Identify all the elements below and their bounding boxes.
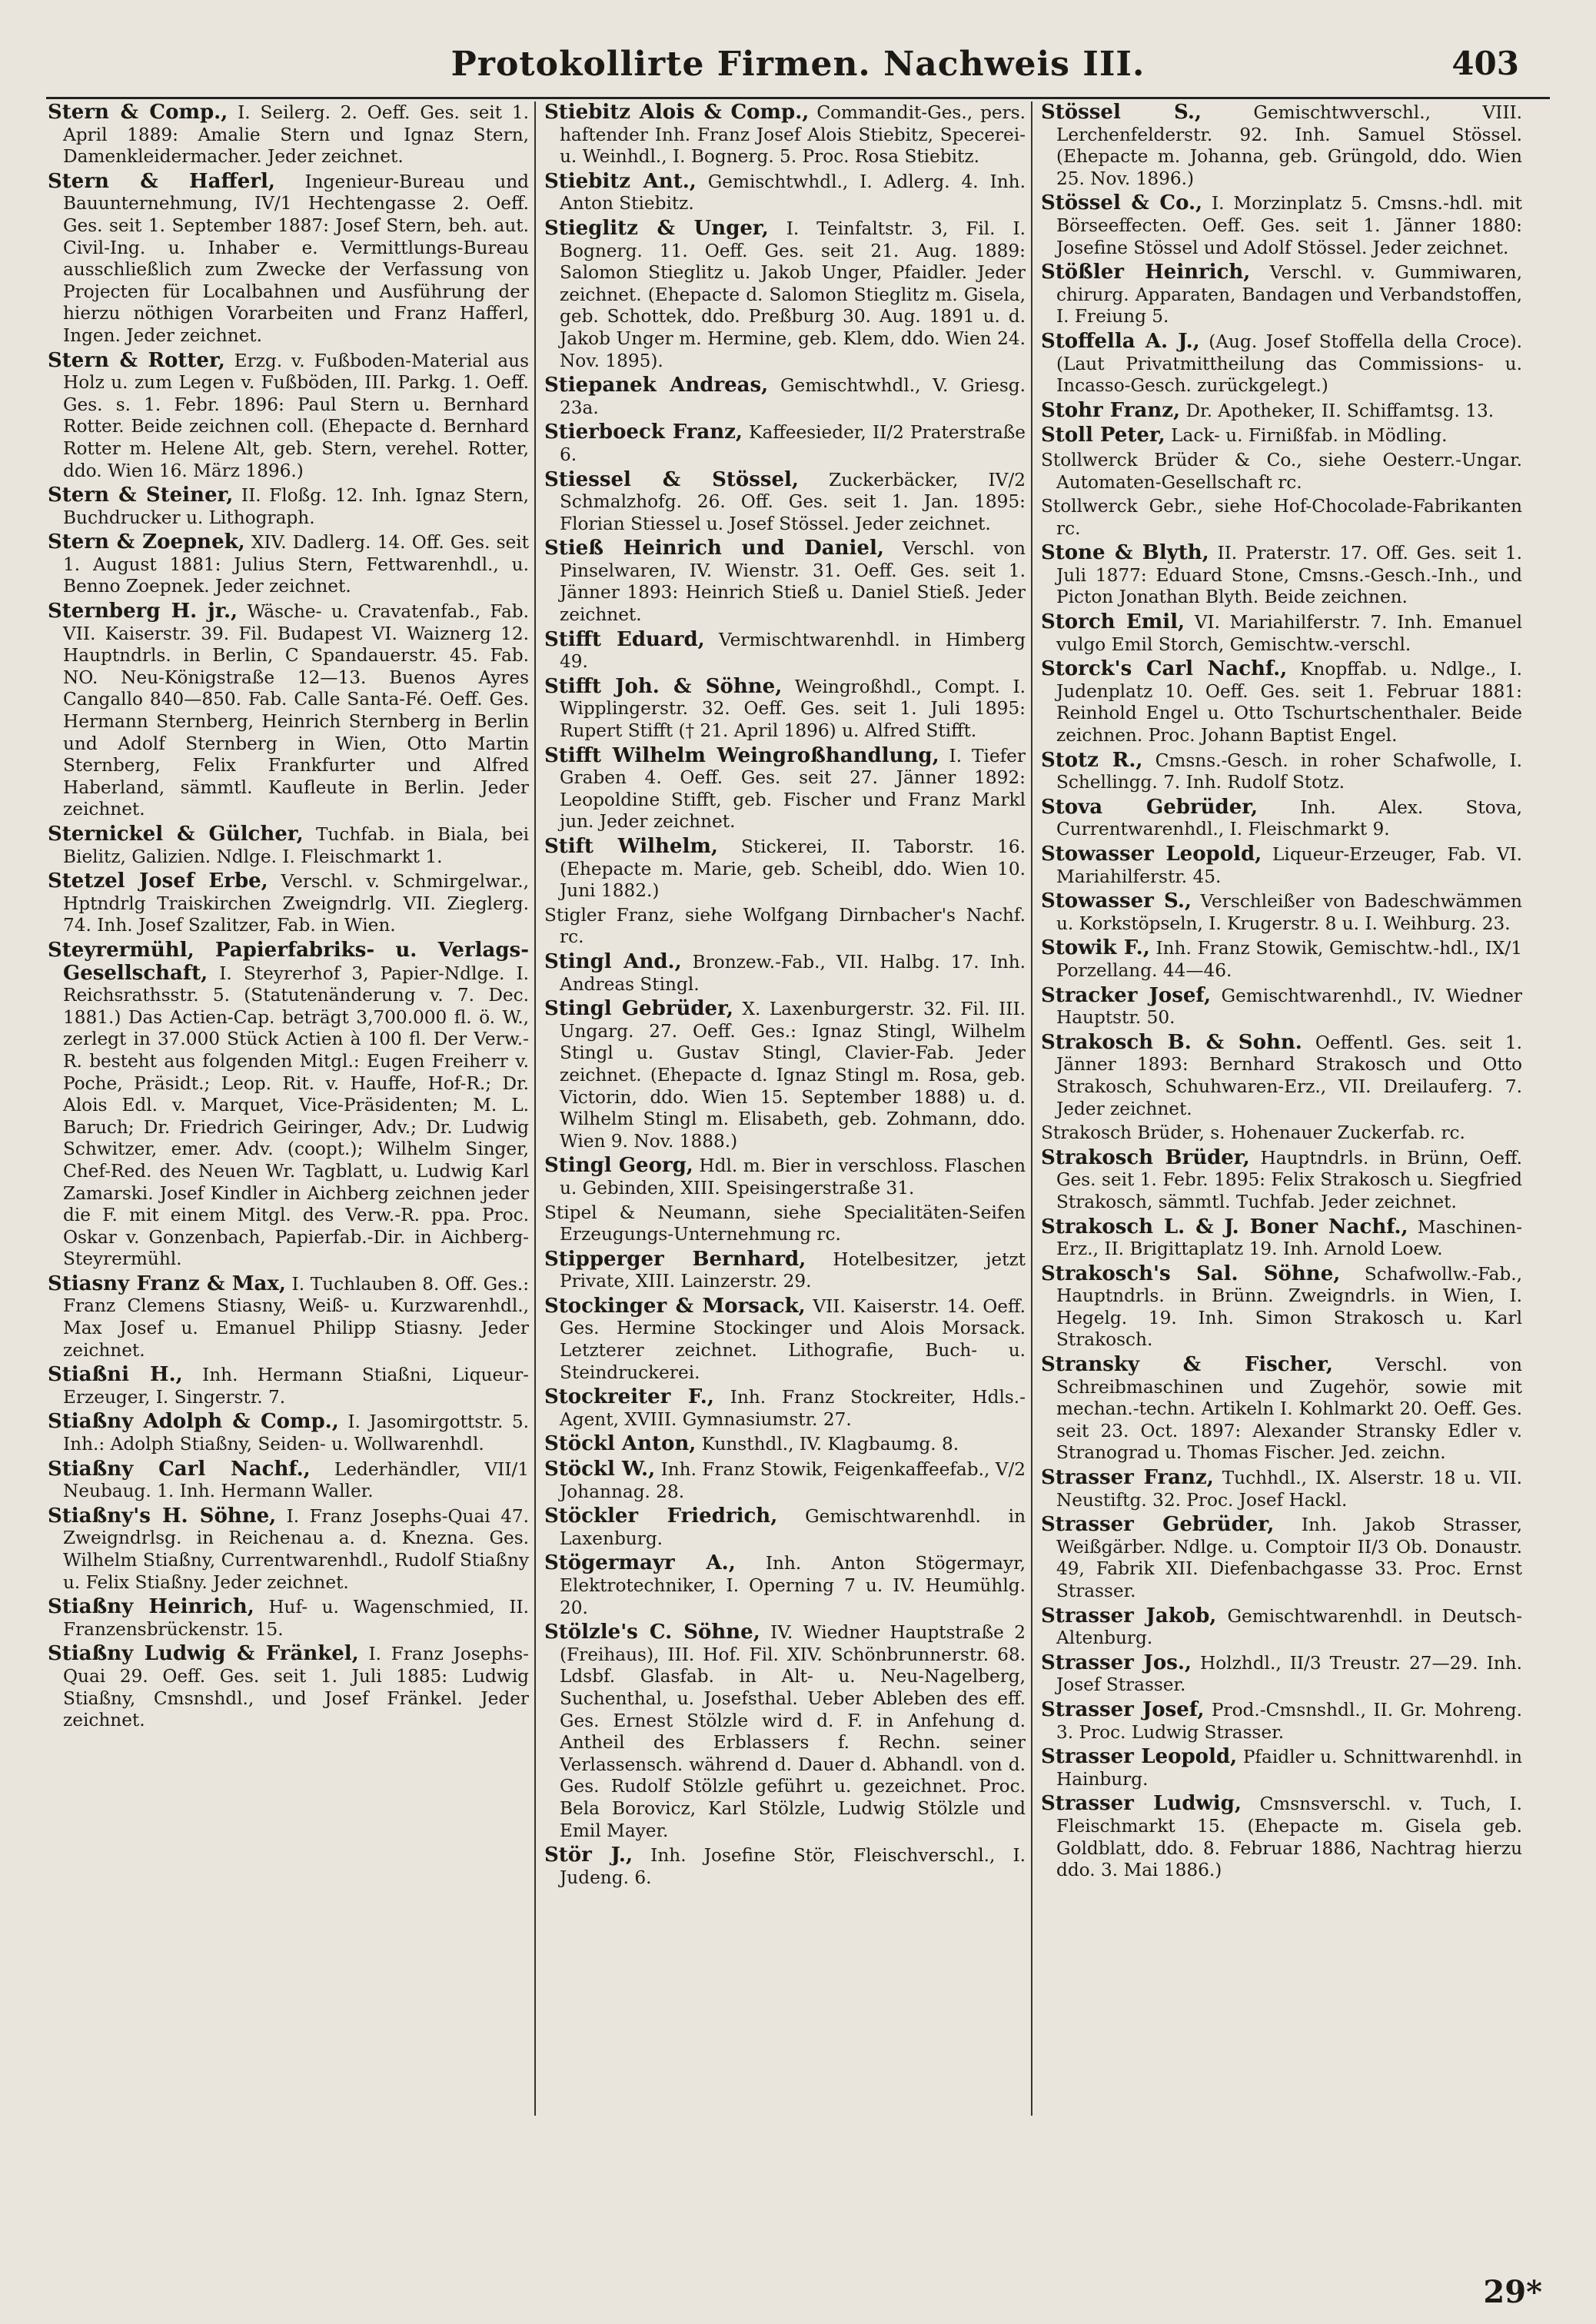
- firm-details: Verschleißer von Badeschwämmen u. Korkstöpseln, I. Krugerstr. 8 u. I. Weihburg. 23.: [1056, 891, 1522, 934]
- directory-entry: [48, 101, 529, 168]
- firm-name: Stern & Zoepnek,: [48, 530, 245, 554]
- directory-entry: [544, 1202, 1026, 1246]
- firm-name: Stiaßni H.,: [48, 1363, 183, 1387]
- firm-details: Wäsche- u. Cravatenfab., Fab. VII. Kaiserstr. 39. Fil. Budapest VI. Waiznerg 12. Hauptndrls. in Berlin, C Spandauerstr. 45. Fab. NO. Neu-Königstraße 12—13. Buenos Ayres Cangallo 840—850. Fab. Calle Santa-Fé. Oeff. Ges. Hermann Sternberg, Heinrich Sternberg in Berlin und Adolf Sternberg in Wien, Otto Martin Sternberg, Felix Frankfurter und Alfred Haberland, sämmtl. Kaufleute in Berlin. Jeder zeichnet.: [63, 601, 529, 820]
- directory-entry: [544, 629, 1026, 673]
- firm-name: Stiaßny Carl Nachf.,: [48, 1457, 311, 1481]
- firm-details: Stollwerck Gebr., siehe Hof-Chocolade-Fabrikanten rc.: [1041, 496, 1522, 539]
- column-1: [48, 101, 529, 2239]
- firm-name: Stöckler Friedrich,: [544, 1504, 778, 1528]
- firm-name: Stiaßny's H. Söhne,: [48, 1504, 277, 1528]
- firm-name: Stögermayr A.,: [544, 1551, 736, 1575]
- firm-details: Stigler Franz, siehe Wolfgang Dirnbacher's Nachf. rc.: [544, 904, 1026, 948]
- header-rule: [46, 97, 1550, 99]
- firm-details: Verschl. v. Schmirgelwar., Hptndrlg Traiskirchen Zweigndrlg. VII. Zieglerg. 74. Inh. Josef Szalitzer, Fab. in Wien.: [63, 871, 529, 936]
- firm-details: Weingroßhdl., Compt. I. Wipplingerstr. 32. Oeff. Ges. seit 1. Juli 1895: Rupert Stifft († 21. April 1896) u. Alfred Stifft.: [560, 676, 1026, 742]
- firm-name: Strasser Leopold,: [1041, 1745, 1238, 1769]
- directory-entry: [544, 421, 1026, 466]
- firm-details: Schafwollw.-Fab., Hauptndrls. in Brünn. Zweigndrls. in Wien, I. Hegelg. 19. Inh. Simon Strakosch u. Karl Strakosch.: [1056, 1263, 1522, 1351]
- directory-entry: [48, 1458, 529, 1503]
- firm-details: I. Seilerg. 2. Oeff. Ges. seit 1. April 1889: Amalie Stern und Ignaz Stern, Damenkleidermacher. Jeder zeichnet.: [63, 102, 529, 168]
- firm-name: Stern & Hafferl,: [48, 169, 275, 193]
- directory-entry: [48, 1411, 529, 1455]
- firm-name: Strakosch L. & J. Boner Nachf.,: [1041, 1215, 1408, 1238]
- directory-entry: [1041, 1122, 1522, 1145]
- firm-name: Strakosch Brüder,: [1041, 1145, 1250, 1169]
- directory-entry: [1041, 1263, 1522, 1352]
- firm-name: Storck's Carl Nachf.,: [1041, 657, 1288, 681]
- directory-entry: [1041, 450, 1522, 494]
- directory-entry: [544, 745, 1026, 833]
- firm-details: Holzhdl., II/3 Treustr. 27—29. Inh. Josef Strasser.: [1056, 1652, 1522, 1696]
- firm-details: I. Franz Josephs-Quai 29. Oeff. Ges. seit 1. Juli 1885: Ludwig Stiaßny, Cmsnshdl., und Josef Fränkel. Jeder zeichnet.: [63, 1644, 529, 1731]
- directory-entry: [544, 1621, 1026, 1842]
- directory-entry: [1041, 1793, 1522, 1881]
- firm-details: Inh. Franz Stowik, Gemischtw.-hdl., IX/1 Porzellang. 44—46.: [1056, 938, 1522, 981]
- firm-details: Pfaidler u. Schnittwarenhdl. in Hainburg.: [1056, 1747, 1522, 1790]
- directory-entry: [1041, 496, 1522, 540]
- directory-entry: [544, 1155, 1026, 1199]
- firm-name: Stößler Heinrich,: [1041, 261, 1251, 284]
- firm-name: Stiessel & Stössel,: [544, 467, 799, 491]
- directory-entry: [544, 1295, 1026, 1384]
- directory-entry: [1041, 261, 1522, 328]
- firm-details: Vermischtwarenhdl. in Himberg 49.: [560, 629, 1026, 673]
- firm-details: I. Steyrerhof 3, Papier-Ndlge. I. Reichsrathsstr. 5. (Statutenänderung v. 7. Dec. 1881.) Das Actien-Cap. beträgt 3,700.000 fl. ö. W., zerlegt in 37.000 Stück Actien à 100 fl. Der Verw.-R. besteht aus folgenden Mitgl.: Eugen Freiherr v. Poche, Präsidt.; Leop. Rit. v. Hauffe, Hof-R.; Dr. Alois Edl. v. Marquet, Vice-Präsidenten; M. L. Baruch; Dr. Friedrich Geiringer, Adv.; Dr. Ludwig Schwitzer, emer. Adv. (coopt.); Wilhelm Singer, Chef-Red. des Neuen Wr. Tagblatt, u. Ludwig Karl Zamarski. Josef Kindler in Aichberg zeichnen jeder die F. mit einem Mitgl. des Verw.-R. ppa. Proc. Oskar v. Gonzenbach, Papierfab.-Dir. in Aichberg-Steyrermühl.: [63, 963, 529, 1270]
- directory-entry: [48, 1273, 529, 1361]
- firm-name: Stiaßny Adolph & Comp.,: [48, 1410, 339, 1434]
- directory-entry: [1041, 985, 1522, 1029]
- directory-entry: [48, 350, 529, 483]
- firm-name: Stern & Comp.,: [48, 101, 228, 124]
- firm-details: I. Morzinplatz 5. Cmsns.-hdl. mit Börseeffecten. Oeff. Ges. seit 1. Jänner 1880: Josefine Stössel und Adolf Stössel. Jeder zeichnet.: [1056, 193, 1522, 258]
- firm-details: Kaffeesieder, II/2 Praterstraße 6.: [560, 422, 1026, 465]
- firm-details: Verschl. v. Gummiwaren, chirurg. Apparaten, Bandagen und Verbandstoffen, I. Freiung 5.: [1056, 262, 1522, 327]
- firm-details: Stickerei, II. Taborstr. 16. (Ehepacte m. Marie, geb. Scheibl, ddo. Wien 10. Juni 1882.): [560, 836, 1026, 902]
- firm-details: Zuckerbäcker, IV/2 Schmalzhofg. 26. Off. Ges. seit 1. Jan. 1895: Florian Stiessel u. Josef Stössel. Jeder zeichnet.: [560, 469, 1026, 534]
- directory-entry: [544, 905, 1026, 949]
- directory-entry: [544, 218, 1026, 372]
- firm-name: Stöckl W.,: [544, 1458, 656, 1481]
- firm-name: Stoffella A. J.,: [1041, 329, 1200, 353]
- firm-details: Inh. Anton Stögermayr, Elektrotechniker, I. Operning 7 u. IV. Heumühlg. 20.: [560, 1553, 1026, 1618]
- firm-name: Stiebitz Ant.,: [544, 169, 697, 193]
- directory-entry: [544, 836, 1026, 903]
- firm-details: VI. Mariahilferstr. 7. Inh. Emanuel vulgo Emil Storch, Gemischtw.-verschl.: [1056, 612, 1522, 655]
- firm-name: Stierboeck Franz,: [544, 421, 743, 444]
- directory-entry: [1041, 400, 1522, 423]
- directory-entry: [1041, 658, 1522, 746]
- firm-details: Oeffentl. Ges. seit 1. Jänner 1893: Bernhard Strakosch und Otto Strakosch, Schuhwaren-Erz., VII. Dreilauferg. 7. Jeder zeichnet.: [1056, 1032, 1522, 1119]
- directory-entry: [544, 676, 1026, 743]
- firm-name: Stowasser Leopold,: [1041, 843, 1262, 866]
- firm-details: Cmsns.-Gesch. in roher Schafwolle, I. Schellingg. 7. Inh. Rudolf Stotz.: [1056, 750, 1522, 793]
- firm-details: Verschl. von Schreibmaschinen und Zugehör, sowie mit mechan.-techn. Artikeln I. Kohlmarkt 20. Oeff. Ges. seit 23. Oct. 1897: Alexander Stransky Edler v. Stranograd u. Thomas Fischer. Jed. zeichn.: [1056, 1355, 1522, 1464]
- firm-name: Stift Wilhelm,: [544, 835, 718, 858]
- directory-entry: [48, 1364, 529, 1408]
- page-header: [46, 35, 1550, 97]
- firm-details: Hotelbesitzer, jetzt Private, XIII. Lainzerstr. 29.: [560, 1248, 1026, 1292]
- firm-details: Hdl. m. Bier in verschloss. Flaschen u. Gebinden, XIII. Speisingerstraße 31.: [560, 1155, 1026, 1199]
- directory-entry: [1041, 331, 1522, 397]
- directory-entry: [1041, 843, 1522, 888]
- firm-details: Inh. Franz Stowik, Feigenkaffeefab., V/2 Johannag. 28.: [560, 1459, 1026, 1502]
- directory-entry: [544, 101, 1026, 168]
- firm-name: Stotz R.,: [1041, 748, 1143, 772]
- directory-entry: [1041, 1147, 1522, 1214]
- directory-entry: [544, 1844, 1026, 1889]
- directory-entry: [1041, 424, 1522, 447]
- directory-entry: [544, 1433, 1026, 1456]
- firm-name: Stockinger & Morsack,: [544, 1294, 806, 1318]
- firm-name: Stölzle's C. Söhne,: [544, 1621, 760, 1644]
- directory-entry: [1041, 1652, 1522, 1697]
- firm-details: Lederhändler, VII/1 Neubaug. 1. Inh. Hermann Waller.: [63, 1458, 529, 1502]
- firm-name: Stern & Rotter,: [48, 348, 225, 372]
- column-3: [1041, 101, 1522, 2239]
- firm-details: VII. Kaiserstr. 14. Oeff. Ges. Hermine Stockinger und Alois Morsack. Letzterer zeichnet. Lithografie, Buch- u. Steindruckerei.: [560, 1295, 1026, 1383]
- firm-name: Stiaßny Ludwig & Fränkel,: [48, 1642, 359, 1666]
- firm-name: Stohr Franz,: [1041, 398, 1181, 422]
- firm-name: Stiaßny Heinrich,: [48, 1595, 254, 1619]
- firm-details: Commandit-Ges., pers. haftender Inh. Franz Josef Alois Stiebitz, Specerei- u. Weinhdl., I. Bognerg. 5. Proc. Rosa Stiebitz.: [560, 102, 1026, 168]
- directory-entry: [1041, 101, 1522, 190]
- firm-name: Stova Gebrüder,: [1041, 795, 1259, 819]
- directory-entry: [1041, 1467, 1522, 1511]
- page-number: 403: [1451, 45, 1519, 82]
- directory-entry: [1041, 1699, 1522, 1744]
- firm-details: I. Tiefer Graben 4. Oeff. Ges. seit 27. Jänner 1892: Leopoldine Stifft, geb. Fischer und Franz Markl jun. Jeder zeichnet.: [560, 745, 1026, 833]
- directory-entry: [544, 1505, 1026, 1550]
- directory-entry: [1041, 542, 1522, 609]
- firm-details: Tuchfab. in Biala, bei Bielitz, Galizien. Ndlge. I. Fleischmarkt 1.: [63, 824, 529, 867]
- firm-details: Knopffab. u. Ndlge., I. Judenplatz 10. Oeff. Ges. seit 1. Februar 1881: Reinhold Engel u. Otto Tschurtschenthaler. Beide zeichnen. Proc. Johann Baptist Engel.: [1056, 659, 1522, 746]
- directory-entry: [544, 1386, 1026, 1431]
- firm-name: Sternickel & Gülcher,: [48, 823, 304, 846]
- firm-name: Stockreiter F.,: [544, 1385, 714, 1409]
- directory-entry: [1041, 1514, 1522, 1602]
- firm-name: Steyrermühl, Papierfabriks- u. Verlags-Gesellschaft,: [48, 938, 529, 985]
- firm-name: Stifft Eduard,: [544, 627, 705, 651]
- firm-name: Strakosch B. & Sohn.: [1041, 1030, 1302, 1054]
- firm-details: Inh. Franz Stockreiter, Hdls.-Agent, XVIII. Gymnasiumstr. 27.: [560, 1387, 1026, 1430]
- directory-entry: [1041, 1354, 1522, 1465]
- directory-entry: [1041, 1216, 1522, 1261]
- directory-entry: [544, 374, 1026, 419]
- firm-name: Stiebitz Alois & Comp.,: [544, 101, 810, 124]
- firm-details: Hauptndrls. in Brünn, Oeff. Ges. seit 1. Febr. 1895: Felix Strakosch u. Siegfried Strakosch, sämmtl. Tuchfab. Jeder zeichnet.: [1056, 1147, 1522, 1212]
- firm-details: Liqueur-Erzeuger, Fab. VI. Mariahilferstr. 45.: [1056, 844, 1522, 887]
- firm-details: II. Floßg. 12. Inh. Ignaz Stern, Buchdrucker u. Lithograph.: [63, 485, 529, 528]
- directory-entry: [48, 870, 529, 937]
- directory-entry: [544, 998, 1026, 1152]
- directory-entry: [1041, 1605, 1522, 1650]
- firm-details: Strakosch Brüder, s. Hohenauer Zuckerfab. rc.: [1041, 1122, 1465, 1144]
- directory-entry: [48, 1643, 529, 1731]
- firm-details: Lack- u. Firnißfab. in Mödling.: [1171, 425, 1448, 447]
- firm-name: Strasser Ludwig,: [1041, 1792, 1242, 1816]
- firm-details: Inh. Hermann Stiaßni, Liqueur-Erzeuger, I. Singerstr. 7.: [63, 1365, 529, 1408]
- firm-name: Stöckl Anton,: [544, 1432, 697, 1456]
- firm-name: Stieglitz & Unger,: [544, 216, 769, 240]
- firm-details: X. Laxenburgerstr. 32. Fil. III. Ungarg. 27. Oeff. Ges.: Ignaz Stingl, Wilhelm Stingl u. Gustav Stingl, Clavier-Fab. Jeder zeichnet. (Ehepacte d. Ignaz Stingl m. Rosa, geb. Victorin, ddo. Wien 15. September 1888) u. d. Wilhelm Stingl m. Elisabeth, geb. Zohmann, ddo. Wien 9. Nov. 1888.): [560, 999, 1026, 1152]
- directory-entry: [1041, 750, 1522, 794]
- firm-name: Stone & Blyth,: [1041, 541, 1209, 565]
- directory-entry: [1041, 937, 1522, 982]
- firm-name: Strakosch's Sal. Söhne,: [1041, 1262, 1341, 1285]
- firm-name: Strasser Jos.,: [1041, 1651, 1192, 1674]
- firm-details: XIV. Dadlerg. 14. Off. Ges. seit 1. August 1881: Julius Stern, Fettwarenhdl., u. Benno Zoepnek. Jeder zeichnet.: [63, 532, 529, 597]
- firm-name: Stetzel Josef Erbe,: [48, 869, 268, 893]
- column-divider-right: [1031, 101, 1032, 2116]
- firm-details: Prod.-Cmsnshdl., II. Gr. Mohreng. 3. Proc. Ludwig Strasser.: [1056, 1699, 1522, 1743]
- directory-entry: [544, 171, 1026, 215]
- directory-entry: [48, 1596, 529, 1641]
- running-title: Protokollirte Firmen. Nachweis III.: [451, 45, 1145, 84]
- firm-name: Stössel S.,: [1041, 101, 1202, 124]
- firm-name: Stiepanek Andreas,: [544, 374, 769, 397]
- firm-name: Stracker Josef,: [1041, 983, 1212, 1007]
- firm-details: Gemischtwarenhdl. in Laxenburg.: [560, 1506, 1026, 1549]
- firm-details: Gemischtwhdl., I. Adlerg. 4. Inh. Anton Stiebitz.: [560, 171, 1026, 214]
- firm-name: Storch Emil,: [1041, 610, 1185, 634]
- firm-details: IV. Wiedner Hauptstraße 2 (Freihaus), III. Hof. Fil. XIV. Schönbrunnerstr. 68. Ldsbf. Glasfab. in Alt- u. Neu-Nagelberg, Suchenthal, u. Josefsthal. Ueber Ableben des eff. Ges. Ernest Stölzle wird d. F. in Anfehung d. Antheil des Erblassers f. Rechn. seiner Verlassensch. während d. Dauer d. Abhandl. von d. Ges. Rudolf Stölzle geführt u. gezeichnet. Proc. Bela Borovicz, Karl Stölzle, Ludwig Stölzle und Emil Mayer.: [560, 1622, 1026, 1841]
- firm-details: I. Tuchlauben 8. Off. Ges.: Franz Clemens Stiasny, Weiß- u. Kurzwarenhdl., Max Josef u. Emanuel Philipp Stiasny. Jeder zeichnet.: [63, 1273, 529, 1361]
- firm-name: Stransky & Fischer,: [1041, 1353, 1333, 1377]
- directory-entry: [544, 1248, 1026, 1293]
- directory-entry: [1041, 796, 1522, 841]
- firm-details: I. Teinfaltstr. 3, Fil. I. Bognerg. 11. Oeff. Ges. seit 21. Aug. 1889: Salomon Stieglitz u. Jakob Unger, Pfaidler. Jeder zeichnet. (Ehepacte d. Salomon Stieglitz m. Gisela, geb. Schottek, ddo. Preßburg 30. Aug. 1891 u. d. Jakob Unger m. Hermine, geb. Klem, ddo. Wien 24. Nov. 1895).: [560, 218, 1026, 371]
- firm-name: Stingl Georg,: [544, 1154, 693, 1178]
- directory-entry: [48, 1505, 529, 1594]
- firm-details: II. Praterstr. 17. Off. Ges. seit 1. Juli 1877: Eduard Stone, Cmsns.-Gesch.-Inh., und Picton Jonathan Blyth. Beide zeichnen.: [1056, 543, 1522, 608]
- firm-name: Stowasser S.,: [1041, 889, 1192, 913]
- firm-name: Stingl Gebrüder,: [544, 997, 733, 1021]
- firm-details: Cmsnsverschl. v. Tuch, I. Fleischmarkt 15. (Ehepacte m. Gisela geb. Goldblatt, ddo. 8. Februar 1886, Nachtrag hierzu ddo. 3. Mai 1886.): [1056, 1794, 1522, 1881]
- directory-entry: [544, 537, 1026, 626]
- firm-details: Stollwerck Brüder & Co., siehe Oesterr.-Ungar. Automaten-Gesellschaft rc.: [1041, 449, 1522, 493]
- directory-entry: [1041, 611, 1522, 656]
- firm-details: Kunsthdl., IV. Klagbaumg. 8.: [701, 1434, 959, 1455]
- directory-entry: [1041, 192, 1522, 259]
- firm-name: Sternberg H. jr.,: [48, 600, 238, 623]
- column-2: [544, 101, 1026, 2239]
- firm-name: Stern & Steiner,: [48, 484, 234, 507]
- firm-details: Gemischtwarenhdl., IV. Wiedner Hauptstr. 50.: [1056, 985, 1522, 1029]
- firm-details: Inh. Jakob Strasser, Weißgärber. Ndlge. u. Comptoir II/3 Ob. Donaustr. 49, Fabrik XII. Diefenbachgasse 33. Proc. Ernst Strasser.: [1056, 1514, 1522, 1601]
- firm-details: Tuchhdl., IX. Alserstr. 18 u. VII. Neustiftg. 32. Proc. Josef Hackl.: [1056, 1468, 1522, 1511]
- firm-details: I. Franz Josephs-Quai 47. Zweigndrlsg. in Reichenau a. d. Knezna. Ges. Wilhelm Stiaßny, Currentwarenhdl., Rudolf Stiaßny u. Felix Stiaßny. Jeder zeichnet.: [63, 1505, 529, 1593]
- firm-name: Stieß Heinrich und Daniel,: [544, 537, 884, 560]
- directory-entry: [48, 823, 529, 868]
- directory-entry: [48, 939, 529, 1271]
- firm-name: Stifft Joh. & Söhne,: [544, 674, 783, 698]
- directory-entry: [48, 531, 529, 598]
- firm-name: Strasser Franz,: [1041, 1466, 1214, 1490]
- firm-details: Erzg. v. Fußboden-Material aus Holz u. zum Legen v. Fußböden, III. Parkg. 1. Oeff. Ges. s. 1. Febr. 1896: Paul Stern u. Bernhard Rotter. Beide zeichnen coll. (Ehepacte d. Bernhard Rotter m. Helene Alt, geb. Stern, verehel. Rotter, ddo. Wien 16. März 1896.): [63, 350, 529, 481]
- firm-details: (Aug. Josef Stoffella della Croce). (Laut Privatmittheilung das Commissions- u. Incasso-Gesch. zurückgelegt.): [1056, 331, 1522, 397]
- firm-name: Strasser Josef,: [1041, 1697, 1205, 1721]
- firm-details: Dr. Apotheker, II. Schiffamtsg. 13.: [1185, 400, 1495, 421]
- firm-name: Stör J.,: [544, 1844, 633, 1867]
- directory-entry: [544, 951, 1026, 996]
- column-divider-left: [534, 101, 536, 2116]
- firm-details: Ingenieur-Bureau und Bauunternehmung, IV/1 Hechtengasse 2. Oeff. Ges. seit 1. September 1887: Josef Stern, beh. aut. Civil-Ing. u. Inhaber e. Vermittlungs-Bureau ausschließlich zum Zwecke der Verfassung von Projecten für Localbahnen und Ausführung der hierzu nöthigen Vorarbeiten und Franz Hafferl, Ingen. Jeder zeichnet.: [63, 171, 529, 346]
- firm-details: Maschinen-Erz., II. Brigittaplatz 19. Inh. Arnold Loew.: [1056, 1216, 1522, 1260]
- directory-entry: [48, 600, 529, 821]
- directory-entry: [1041, 1746, 1522, 1790]
- directory-entry: [48, 171, 529, 347]
- directory-entry: [48, 484, 529, 529]
- firm-details: Bronzew.-Fab., VII. Halbg. 17. Inh. Andreas Stingl.: [560, 951, 1026, 995]
- firm-details: Stipel & Neumann, siehe Specialitäten-Seifen Erzeugungs-Unternehmung rc.: [544, 1202, 1026, 1245]
- firm-name: Stiasny Franz & Max,: [48, 1272, 286, 1295]
- firm-name: Stowik F.,: [1041, 936, 1150, 960]
- firm-details: Inh. Josefine Stör, Fleischverschl., I. Judeng. 6.: [560, 1845, 1026, 1888]
- firm-details: Gemischtwverschl., VIII. Lerchenfelderstr. 92. Inh. Samuel Stössel. (Ehepacte m. Johanna, geb. Grüngold, ddo. Wien 25. Nov. 1896.): [1056, 102, 1522, 189]
- directory-entry: [1041, 1032, 1522, 1120]
- firm-details: Gemischtwhdl., V. Griesg. 23a.: [560, 375, 1026, 418]
- firm-name: Stössel & Co.,: [1041, 191, 1203, 215]
- firm-name: Stoll Peter,: [1041, 424, 1165, 447]
- firm-details: Gemischtwarenhdl. in Deutsch-Altenburg.: [1056, 1605, 1522, 1649]
- firm-name: Strasser Jakob,: [1041, 1604, 1217, 1627]
- firm-details: I. Jasomirgottstr. 5. Inh.: Adolph Stiaßny, Seiden- u. Wollwarenhdl.: [63, 1411, 529, 1455]
- signature-mark: 29*: [1483, 2274, 1542, 2310]
- directory-entry: [1041, 890, 1522, 935]
- firm-name: Stipperger Bernhard,: [544, 1247, 806, 1271]
- directory-entry: [544, 469, 1026, 536]
- firm-details: Huf- u. Wagenschmied, II. Franzensbrückenstr. 15.: [63, 1597, 529, 1640]
- firm-name: Stingl And.,: [544, 949, 682, 973]
- directory-entry: [544, 1552, 1026, 1619]
- firm-details: Verschl. von Pinselwaren, IV. Wienstr. 31. Oeff. Ges. seit 1. Jänner 1893: Heinrich Stieß u. Daniel Stieß. Jeder zeichnet.: [560, 538, 1026, 626]
- directory-entry: [544, 1458, 1026, 1503]
- firm-name: Stifft Wilhelm Weingroßhandlung,: [544, 743, 939, 767]
- firm-details: Inh. Alex. Stova, Currentwarenhdl., I. Fleischmarkt 9.: [1056, 796, 1522, 840]
- firm-name: Strasser Gebrüder,: [1041, 1513, 1275, 1537]
